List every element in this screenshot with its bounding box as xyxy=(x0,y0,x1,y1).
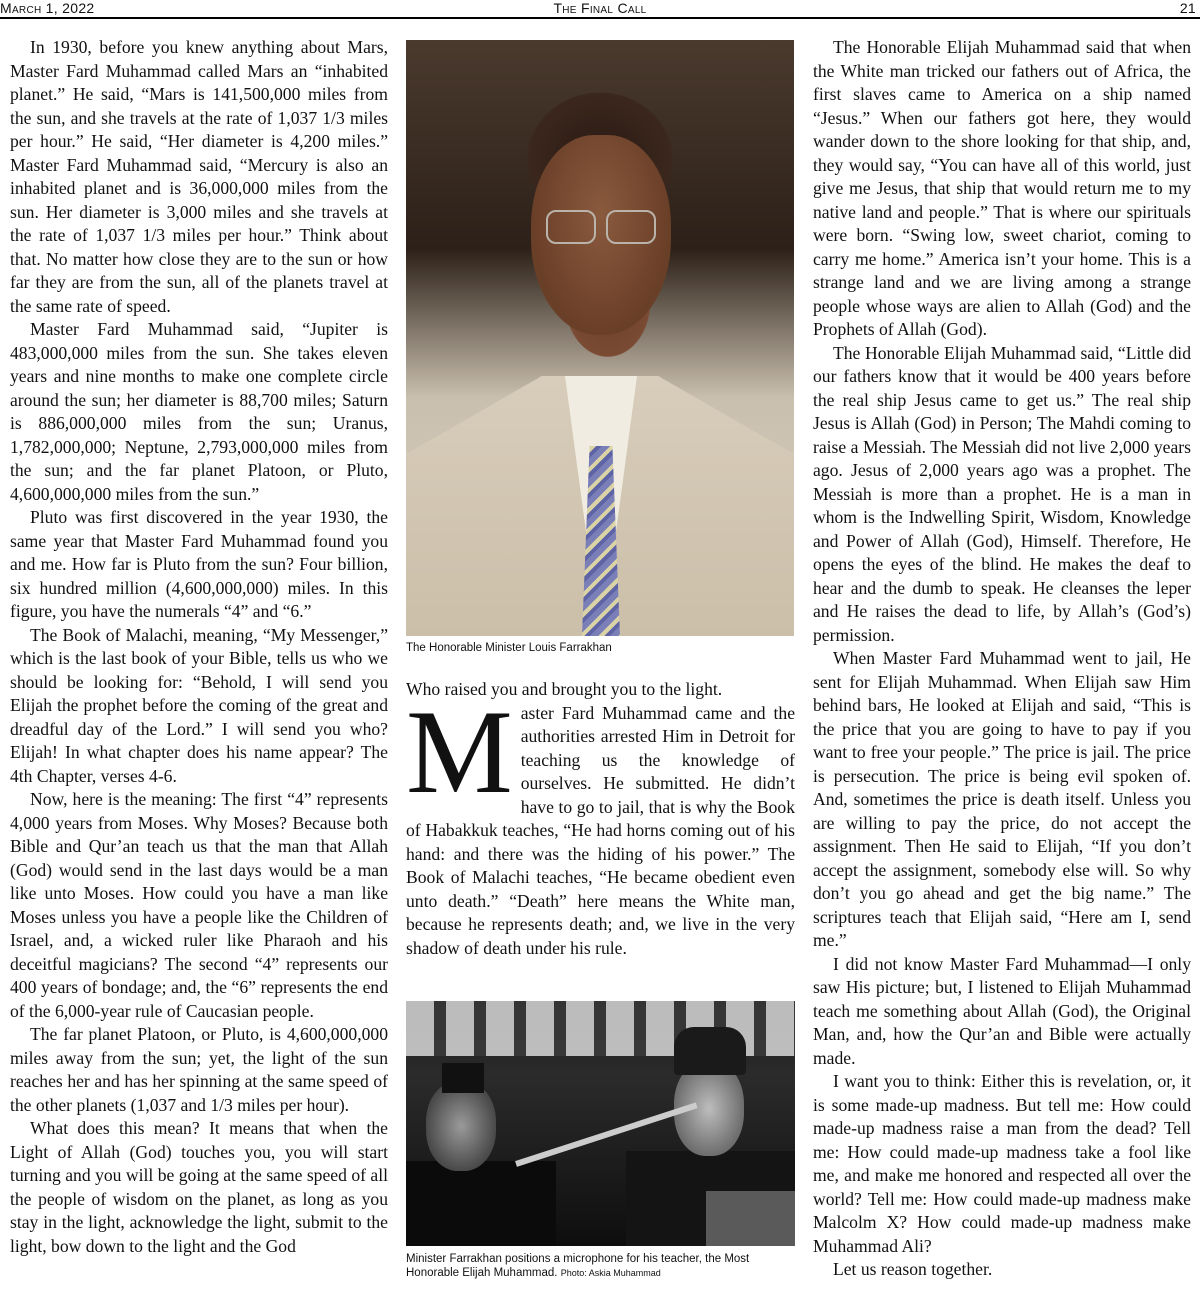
paragraph: I want you to think: Either this is revelation, or, it is some made-up madness. But tell me: How could made-up madness raise a man from the dead? Tell me: How could made-up madness take a fool like me, and make me honored and respected all over the world? Tell me: How could made-up madness make Malcolm X? How could made-up madness make Muhammad Ali? xyxy=(813,1071,1191,1256)
photo-caption xyxy=(406,1252,800,1280)
paragraph: When Master Fard Muhammad went to jail, He sent for Elijah Muhammad. When Elijah saw Him behind bars, He looked at Elijah and said, “This is the price that you are going to have to pay if you want to free your people.” The price is jail. The price is persecution. The price is being evil spoken of. And, sometimes the price is death itself. Unless you are willing to pay the price, do not accept the assignment. Then He said to Elijah, “If you don’t accept the assignment, somebody else will. So why don’t you go ahead and get the big name.” The scriptures teach that Elijah said, “Here am I, send me.” xyxy=(813,648,1191,950)
paragraph: Master Fard Muhammad said, “Jupiter is 483,000,000 miles from the sun. She takes eleven years and nine months to make one complete circle around the sun; her diameter is 88,700 miles; Saturn is 886,000,000 miles from the sun; Uranus, 1,782,000,000; Neptune, 2,793,000,000 miles from the sun; and the far planet Platoon, or Pluto, 4,600,000,000 miles from the sun.” xyxy=(10,319,388,504)
article-column-3 xyxy=(813,36,1191,1282)
paragraph: The Honorable Elijah Muhammad said that when the White man tricked our fathers out of Africa, the first slaves came to America on a ship named “Jesus.” When our fathers got here, they would wander down to the shore looking for that ship, and, they would say, “You can have all of this world, just give me Jesus, that ship that would return me to my native land and people.” That is where our spirituals were born. “Swing low, sweet chariot, coming to carry me home.” America isn’t your home. This is a strange land and we are living among a strange people whose ways are alien to Allah (God) and the Prophets of Allah (God). xyxy=(813,37,1191,339)
paragraph: Pluto was first discovered in the year 1930, the same year that Master Fard Muhammad found you and me. How far is Pluto from the sun? Four billion, six hundred million (4,600,000,000) miles. In this figure, you have the numerals “4” and “6.” xyxy=(10,507,388,621)
publication-name: The Final Call xyxy=(553,0,647,16)
paragraph: Now, here is the meaning: The first “4” represents 4,000 years from Moses. Why Moses? Because both Bible and Qur’an teach us that the man that Allah (God) would send in the last days would be a man like unto Moses. How could you have a man like Moses unless you have a people like the Children of Israel, and, a wicked ruler like Pharaoh and his deceitful magicians? The second “4” represents our 400 years of bondage; and, the “6” represents the end of the 6,000-year rule of Caucasian people. xyxy=(10,789,388,1021)
paragraph: Let us reason together. xyxy=(833,1259,993,1279)
paragraph: What does this mean? It means that when the Light of Allah (God) touches you, you will start turning and you will be going at the same speed of all the people of wisdom on the planet, as long as you stay in the light, acknowledge the light, submit to the light, bow down to the light and the God xyxy=(10,1118,388,1256)
paragraph-body: aster Fard Muhammad came and the authorities arrested Him in Detroit for teaching us the knowledge of ourselves. He submitted. He didn’t have to go to jail, that is why the Book of Habakkuk teaches, “He had horns coming out of his hand: and there was the hiding of his power.” The Book of Malachi teaches, “He became obedient even unto death.” “Death” here means the White man, because he represents death; and, we live in the very shadow of death under his rule. xyxy=(406,702,795,958)
article-column-1 xyxy=(10,36,388,1258)
photo-credit: Photo: Askia Muhammad xyxy=(560,1268,661,1278)
photo-caption: The Honorable Minister Louis Farrakhan xyxy=(406,642,612,654)
paragraph: In 1930, before you knew anything about Mars, Master Fard Muhammad called Mars an “inhabited planet.” He said, “Mars is 141,500,000 miles from the sun, and she travels at the rate of 1,037 1/3 miles per hour.” He said, “Her diameter is 4,200 miles.” Master Fard Muhammad said, “Mercury is also an inhabited planet and is 36,000,000 miles from the sun. Her diameter is 3,000 miles and she travels at the rate of 1,037 1/3 miles per hour.” Think about that. No matter how close they are to the sun or how far they are from the sun, all of the planets travel at the same rate of speed. xyxy=(10,37,388,316)
paragraph: The Book of Malachi, meaning, “My Messenger,” which is the last book of your Bible, tells us who we should be looking for: “Behold, I will send you Elijah the prophet before the coming of the great and dreadful day of the Lord.” I will send you who? Elijah! In what chapter does his name appear? The 4th Chapter, verses 4-6. xyxy=(10,624,388,786)
article-column-2 xyxy=(406,678,795,960)
page-header xyxy=(0,0,1200,19)
paragraph: The Honorable Elijah Muhammad said, “Little did our fathers know that it would be 400 years before the real ship Jesus came to get us.” The real ship Jesus is Allah (God) in Person; The Mahdi coming to raise a Messiah. The Messiah did not live 2,000 years ago. Jesus of 2,000 years ago was a prophet. The Messiah is more than a prophet. He is a man in whom is the Indwelling Spirit, Wisdom, Knowledge and Power of Allah (God), Himself. Therefore, He opens the eyes of the blind. He makes the deaf to hear and the dumb to speak. He cleanses the leper and He raises the dead to life, by Allah’s (God’s) permission. xyxy=(813,342,1191,645)
farrakhan-portrait-photo xyxy=(406,40,794,636)
paragraph: I did not know Master Fard Muhammad—I only saw His picture; but, I listened to Elijah Muhammad teach me something about Allah (God), the Original Man, and, how the Qur’an and Bible were actually made. xyxy=(813,953,1191,1068)
paragraph: The far planet Platoon, or Pluto, is 4,600,000,000 miles away from the sun; yet, the light of the sun reaches her and has her spinning at the same speed of the other planets (1,037 and 1/3 miles per hour). xyxy=(10,1024,388,1115)
page-number: 21 xyxy=(1179,0,1196,16)
issue-date: March 1, 2022 xyxy=(0,0,95,16)
microphone-event-photo xyxy=(406,1001,795,1246)
paragraph: Who raised you and brought you to the light. xyxy=(406,679,723,699)
caption-text: Minister Farrakhan positions a microphone for his teacher, the Most Honorable Elijah Muhammad. xyxy=(406,1253,750,1279)
drop-cap: M xyxy=(406,684,513,818)
